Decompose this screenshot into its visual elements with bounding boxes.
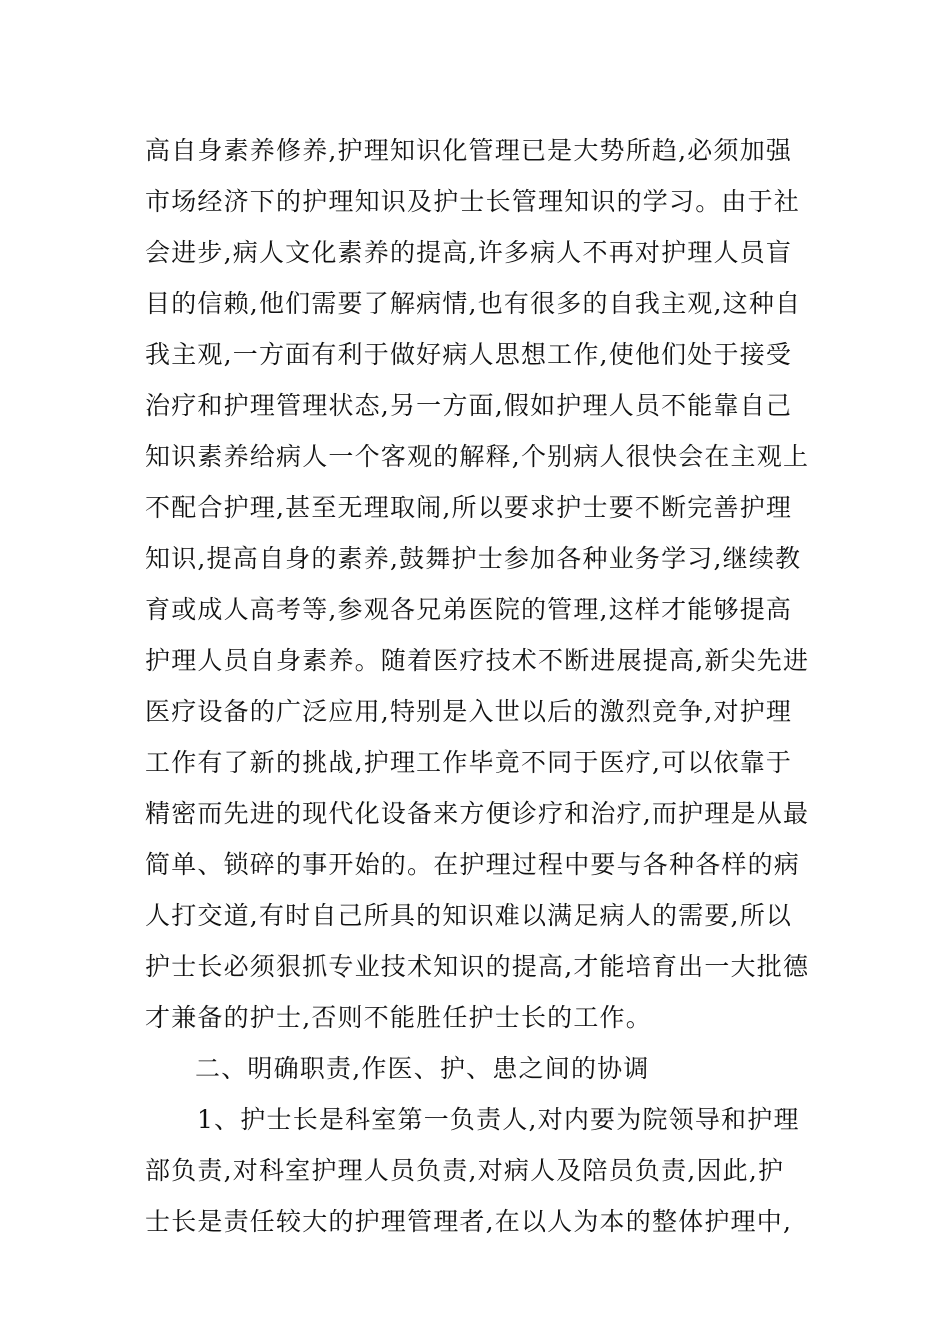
text-line: 部负责,对科室护理人员负责,对病人及陪员负责,因此,护: [145, 1156, 785, 1185]
text-line: 育或成人高考等,参观各兄弟医院的管理,这样才能够提高: [145, 595, 793, 624]
text-line: 士长是责任较大的护理管理者,在以人为本的整体护理中,: [145, 1207, 793, 1236]
text-line: 才兼备的护士,否则不能胜任护士长的工作。: [145, 1003, 652, 1032]
text-line: 高自身素养修养,护理知识化管理已是大势所趋,必须加强: [145, 136, 793, 165]
text-line: 1、护士长是科室第一负责人,对内要为院领导和护理: [197, 1105, 800, 1134]
text-line: 医疗设备的广泛应用,特别是入世以后的激烈竞争,对护理: [145, 697, 793, 726]
text-line: 人打交道,有时自己所具的知识难以满足病人的需要,所以: [145, 901, 793, 930]
text-line: 简单、锁碎的事开始的。在护理过程中要与各种各样的病: [145, 850, 801, 879]
text-line: 精密而先进的现代化设备来方便诊疗和治疗,而护理是从最: [145, 799, 810, 828]
text-line: 护理人员自身素养。随着医疗技术不断进展提高,新尖先进: [145, 646, 810, 675]
text-line: 不配合护理,甚至无理取闹,所以要求护士要不断完善护理: [145, 493, 793, 522]
text-line: 市场经济下的护理知识及护士长管理知识的学习。由于社: [145, 187, 801, 216]
section-heading: 二、明确职责,作医、护、患之间的协调: [195, 1054, 650, 1083]
text-line: 知识,提高自身的素养,鼓舞护士参加各种业务学习,继续教: [145, 544, 802, 573]
text-line: 护士长必须狠抓专业技术知识的提高,才能培育出一大批德: [145, 952, 810, 981]
text-line: 工作有了新的挑战,护理工作毕竟不同于医疗,可以依靠于: [145, 748, 793, 777]
text-line: 会进步,病人文化素养的提高,许多病人不再对护理人员盲: [145, 238, 793, 267]
text-line: 目的信赖,他们需要了解病情,也有很多的自我主观,这种自: [145, 289, 802, 318]
text-line: 我主观,一方面有利于做好病人思想工作,使他们处于接受: [145, 340, 793, 369]
text-line: 知识素养给病人一个客观的解释,个别病人很快会在主观上: [145, 442, 810, 471]
text-line: 治疗和护理管理状态,另一方面,假如护理人员不能靠自己: [145, 391, 793, 420]
